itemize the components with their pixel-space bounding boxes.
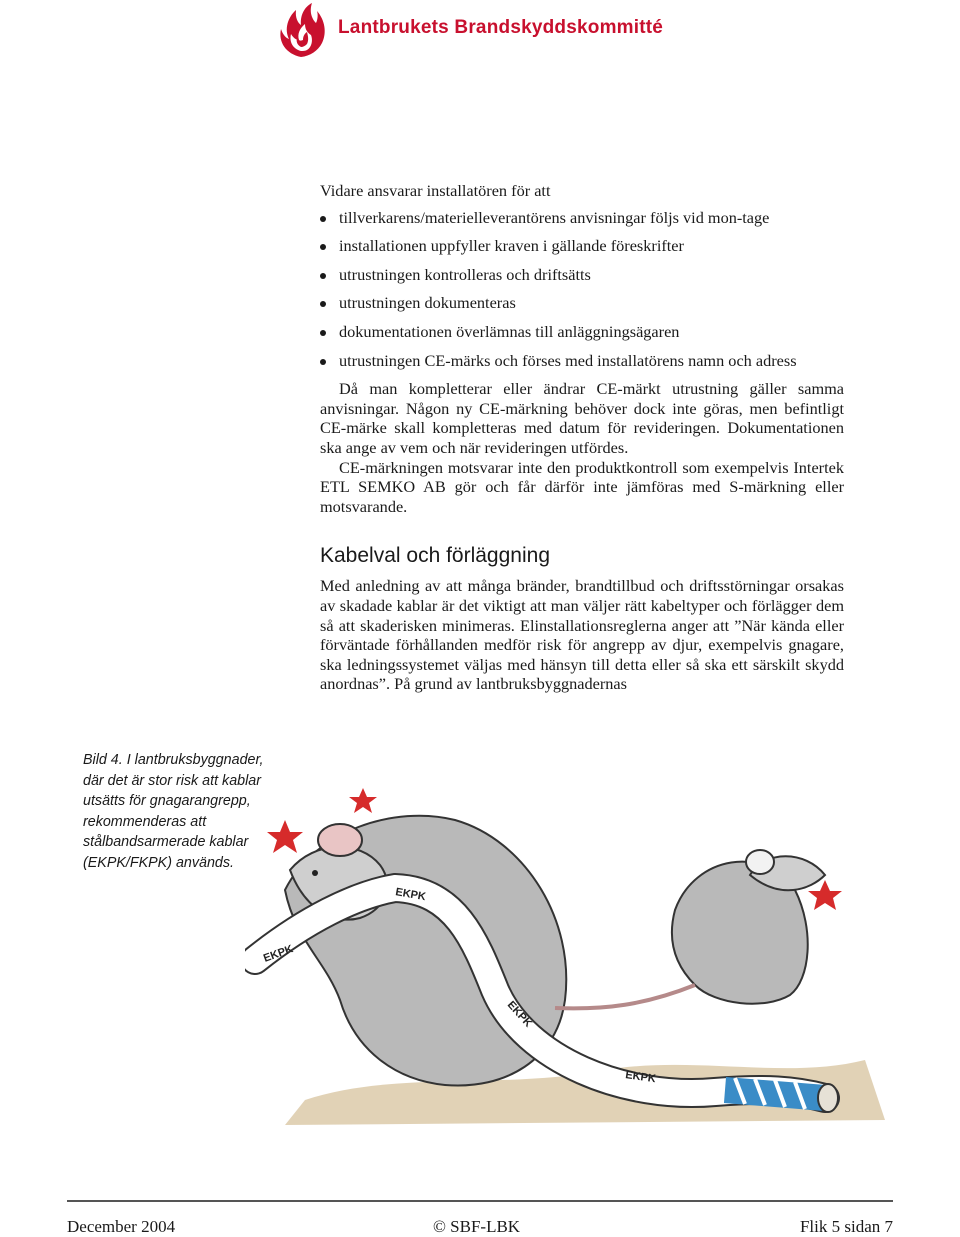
bullet-icon (320, 244, 326, 250)
cable-label: EKPK (261, 943, 295, 965)
list-item-text: tillverkarens/materielleverantörens anvisningar följs vid mon-tage (339, 207, 770, 227)
list-item (320, 322, 844, 342)
bullet-icon (320, 330, 326, 336)
list-item-text: installationen uppfyller kraven i gällande föreskrifter (339, 236, 684, 256)
list-item (320, 208, 844, 228)
flame-logo-icon (272, 2, 330, 58)
list-item-text: utrustningen kontrolleras och driftsätts (339, 264, 591, 284)
list-item-text: utrustningen dokumenteras (339, 293, 516, 313)
cable-label: EKPK (394, 886, 427, 904)
footer-page-number: Flik 5 sidan 7 (799, 1217, 893, 1236)
list-item (320, 236, 844, 256)
paragraph-ce-changes: Då man kompletterar eller ändrar CE-märkt utrustning gäller samma anvisningar. Någon ny CE-märkning behöver dock inte göras, men befintligt CE-märke skall kompletteras med datum för revideringen. Dokumentationen ska ange av vem och när revideringen utfördes. (320, 379, 844, 457)
bullet-icon (320, 359, 326, 365)
paragraph-ce-meaning: CE-märkningen motsvarar inte den produktkontroll som exempelvis Intertek ETL SEMKO AB gör och får därför inte jämföras med S-märkning eller motsvarande. (320, 457, 844, 516)
list-item (320, 293, 844, 313)
list-item (320, 351, 844, 371)
cable-label: EKPK (624, 1069, 657, 1086)
list-item-text: dokumentationen överlämnas till anläggningsägaren (339, 321, 680, 341)
rats-gnawing-cable-illustration (245, 770, 890, 1130)
main-text-column (320, 181, 844, 694)
bullet-icon (320, 301, 326, 307)
footer-date: December 2004 (67, 1217, 176, 1236)
responsibility-list (320, 208, 844, 371)
footer-copyright: © SBF-LBK (433, 1217, 521, 1236)
figure-caption: Bild 4. I lantbruksbyggnader, där det är stor risk att kablar utsätts för gnagarangrepp, rekommenderas att stålbandsarmerade kablar (EKPK/FKPK) används. (83, 752, 264, 871)
cable-label: EKPK (504, 998, 535, 1030)
footer-divider (67, 1200, 893, 1202)
organization-name: Lantbrukets Brandskyddskommitté (338, 17, 664, 38)
intro-text: Vidare ansvarar installatören för att (320, 181, 551, 200)
list-item-text: utrustningen CE-märks och förses med installatörens namn och adress (339, 350, 797, 370)
bullet-icon (320, 273, 326, 279)
section-paragraph: Med anledning av att många bränder, brandtillbud och driftsstörningar orsakas av skadade kablar är det viktigt att man väljer rätt kabeltyper och förlägger dem så att skaderisken minimeras. Elinstallationsreglerna anger att ”När kända eller förväntade förhållanden medför risk för angrepp av djur, exempelvis gnagare, ska ledningssystemet väljas med hänsyn till detta eller så ska ett särskilt skydd anordnas”. På grund av lantbruksbyggnadernas (320, 576, 844, 694)
bullet-icon (320, 216, 326, 222)
page-header (272, 0, 932, 60)
section-heading: Kabelval och förläggning (320, 544, 550, 568)
list-item (320, 265, 844, 285)
